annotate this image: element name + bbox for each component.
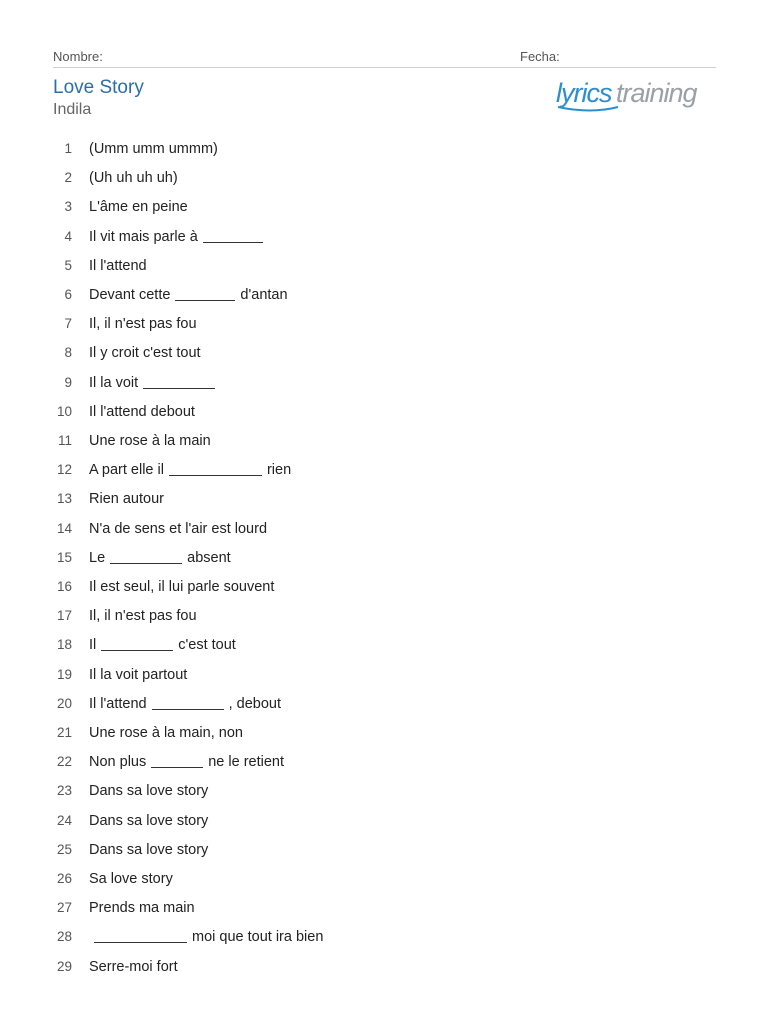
lyric-segment: Il la voit partout	[89, 667, 188, 683]
line-number: 29	[56, 959, 72, 974]
lyric-segment: Le	[89, 550, 106, 566]
lyric-segment: Dans sa love story	[89, 783, 209, 799]
fill-in-blank[interactable]	[94, 928, 187, 943]
lyric-segment: Il	[89, 637, 97, 653]
song-title: Love Story	[53, 77, 144, 98]
line-number: 13	[56, 491, 72, 506]
lyric-line	[0, 313, 768, 335]
fill-in-blank[interactable]	[101, 636, 173, 651]
line-number: 8	[64, 345, 72, 360]
lyric-segment: rien	[266, 462, 292, 478]
line-text	[89, 897, 195, 919]
line-text	[89, 664, 187, 686]
lyric-segment: , debout	[228, 696, 282, 712]
lyric-segment: c'est tout	[178, 637, 236, 653]
fill-in-blank[interactable]	[143, 374, 215, 389]
line-number: 7	[64, 316, 72, 331]
lyric-segment: Serre-moi fort	[89, 959, 178, 975]
line-text	[89, 488, 164, 510]
line-number: 1	[64, 141, 72, 156]
lyric-line	[0, 693, 768, 715]
lyric-segment: Il la voit	[89, 375, 139, 391]
fill-in-blank[interactable]	[110, 549, 182, 564]
lyric-line	[0, 897, 768, 919]
line-text	[89, 722, 243, 744]
lyric-line	[0, 839, 768, 861]
lyric-segment: Devant cette	[89, 287, 171, 303]
lyric-segment: ne le retient	[208, 754, 285, 770]
line-text	[89, 547, 231, 569]
lyric-line	[0, 138, 768, 160]
line-text	[89, 313, 197, 335]
lyric-segment: Il y croit c'est tout	[89, 345, 201, 361]
lyric-segment: Dans sa love story	[89, 813, 209, 829]
line-text	[89, 430, 211, 452]
line-number: 10	[56, 404, 72, 419]
line-number: 3	[64, 199, 72, 214]
lyric-segment: moi que tout ira bien	[192, 929, 324, 945]
line-number: 24	[56, 813, 72, 828]
line-number: 28	[56, 929, 72, 944]
fill-in-blank[interactable]	[175, 286, 235, 301]
line-text	[89, 810, 208, 832]
fill-in-blank[interactable]	[152, 695, 224, 710]
line-text	[89, 605, 197, 627]
line-number: 11	[57, 433, 72, 448]
line-number: 23	[56, 783, 72, 798]
line-text	[89, 372, 220, 394]
line-number: 17	[56, 608, 72, 623]
line-text	[89, 138, 218, 160]
lyric-segment: Une rose à la main, non	[89, 725, 243, 741]
line-number: 27	[56, 900, 72, 915]
line-number: 22	[56, 754, 72, 769]
lyric-segment: A part elle il	[89, 462, 164, 478]
line-text	[89, 226, 268, 248]
line-number: 18	[56, 637, 72, 652]
lyric-segment: Il vit mais parle à	[89, 229, 198, 245]
line-text	[89, 780, 208, 802]
line-text	[89, 956, 178, 978]
line-number: 15	[56, 550, 72, 565]
logo-text-training: training	[616, 78, 697, 108]
lyric-line	[0, 488, 768, 510]
line-number: 2	[64, 170, 72, 185]
lyric-line	[0, 926, 768, 948]
name-label: Nombre:	[53, 49, 103, 64]
line-text	[89, 751, 284, 773]
lyric-line	[0, 780, 768, 802]
lyric-segment: Une rose à la main	[89, 433, 211, 449]
line-text	[89, 839, 208, 861]
line-number: 19	[56, 667, 72, 682]
lyric-line	[0, 284, 768, 306]
line-text	[89, 693, 281, 715]
lyric-segment: Il, il n'est pas fou	[89, 316, 197, 332]
lyric-segment: (Umm umm ummm)	[89, 141, 218, 157]
lyric-line	[0, 605, 768, 627]
lyric-line	[0, 372, 768, 394]
lyric-line	[0, 722, 768, 744]
lyric-segment: L'âme en peine	[89, 199, 188, 215]
line-number: 16	[56, 579, 72, 594]
lyric-segment: Il l'attend debout	[89, 404, 195, 420]
line-text	[89, 284, 288, 306]
lyric-line	[0, 255, 768, 277]
line-number: 9	[64, 375, 72, 390]
line-text	[89, 196, 188, 218]
fill-in-blank[interactable]	[203, 228, 263, 243]
line-number: 12	[56, 462, 72, 477]
lyric-line	[0, 634, 768, 656]
lyric-line	[0, 167, 768, 189]
line-text	[89, 255, 147, 277]
lyric-segment: d'antan	[240, 287, 288, 303]
line-number: 6	[64, 287, 72, 302]
lyric-segment: Il, il n'est pas fou	[89, 608, 197, 624]
line-number: 14	[56, 521, 72, 536]
date-label: Fecha:	[520, 49, 560, 64]
lyric-line	[0, 664, 768, 686]
line-number: 26	[56, 871, 72, 886]
lyric-segment: Dans sa love story	[89, 842, 209, 858]
lyric-line	[0, 576, 768, 598]
lyric-line	[0, 401, 768, 423]
line-number: 21	[56, 725, 72, 740]
lyric-segment: absent	[187, 550, 231, 566]
line-number: 20	[56, 696, 72, 711]
lyric-segment: (Uh uh uh uh)	[89, 170, 178, 186]
lyric-line	[0, 430, 768, 452]
fill-in-blank[interactable]	[169, 461, 262, 476]
lyric-line	[0, 547, 768, 569]
line-text	[89, 342, 201, 364]
line-number: 25	[56, 842, 72, 857]
line-text	[89, 459, 291, 481]
lyricstraining-logo	[556, 76, 712, 114]
line-text	[89, 518, 267, 540]
lyric-line	[0, 810, 768, 832]
lyric-line	[0, 459, 768, 481]
lyric-line	[0, 342, 768, 364]
line-text	[89, 868, 173, 890]
worksheet-header	[53, 49, 716, 68]
lyric-line	[0, 956, 768, 978]
artist-name: Indila	[53, 101, 92, 118]
lyric-segment: Non plus	[89, 754, 147, 770]
lyric-segment: Sa love story	[89, 871, 173, 887]
lyric-line	[0, 751, 768, 773]
lyric-segment: Il l'attend	[89, 696, 147, 712]
lyric-line	[0, 226, 768, 248]
lyric-segment: Il est seul, il lui parle souvent	[89, 579, 275, 595]
lyric-line	[0, 518, 768, 540]
fill-in-blank[interactable]	[151, 753, 203, 768]
line-text	[89, 576, 274, 598]
lyric-segment: Rien autour	[89, 491, 164, 507]
lyric-segment: N'a de sens et l'air est lourd	[89, 521, 268, 537]
lyric-line	[0, 196, 768, 218]
lyric-line	[0, 868, 768, 890]
lyric-segment: Il l'attend	[89, 258, 147, 274]
line-number: 5	[64, 258, 72, 273]
logo-text-lyrics: lyrics	[556, 78, 612, 108]
lyric-segment: Prends ma main	[89, 900, 195, 916]
line-text	[89, 926, 323, 948]
line-text	[89, 167, 178, 189]
line-text	[89, 401, 195, 423]
line-number: 4	[64, 229, 72, 244]
line-text	[89, 634, 236, 656]
